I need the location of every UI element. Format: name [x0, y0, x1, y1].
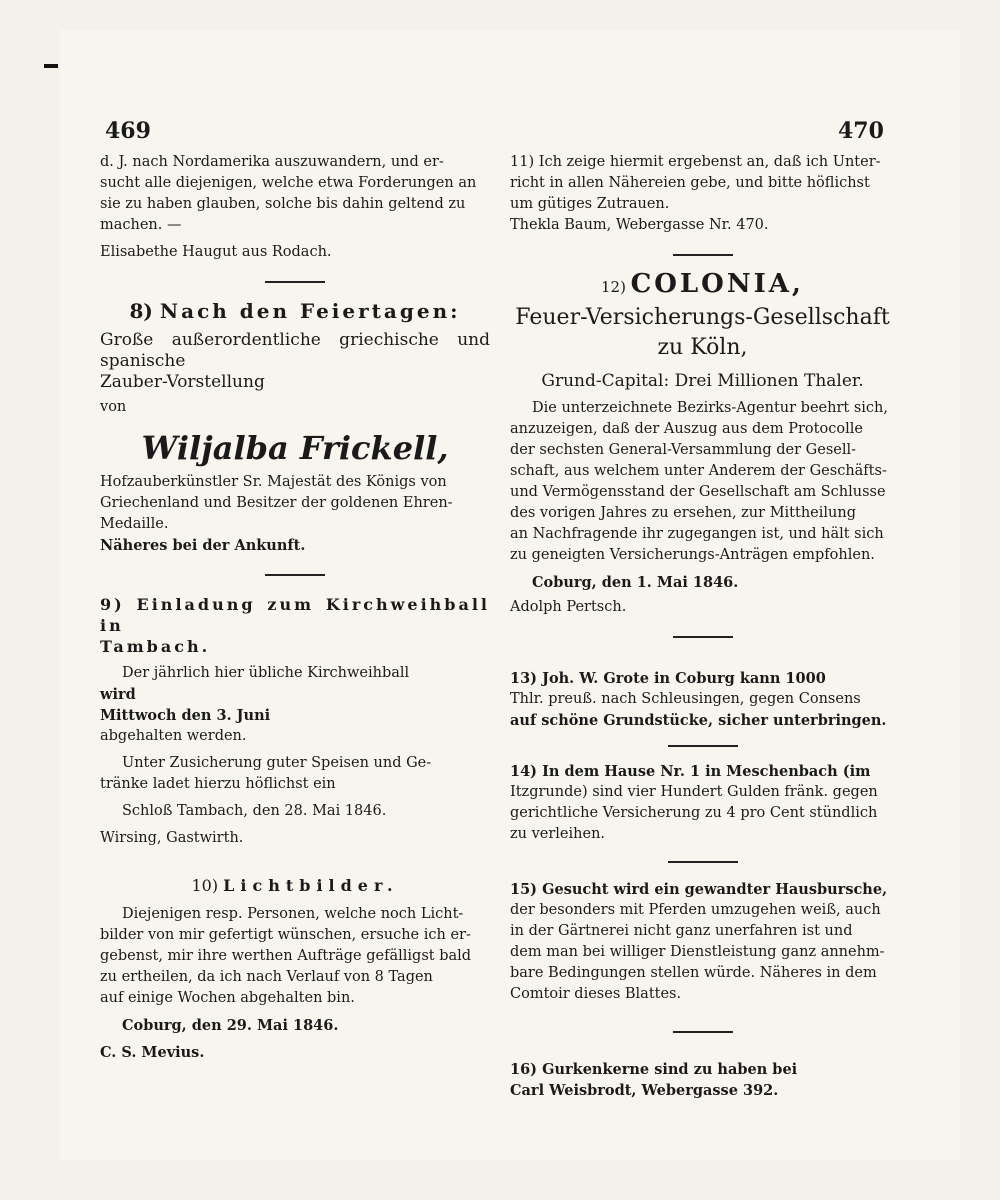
- text-line: von: [100, 399, 127, 415]
- page-number-left: 469: [105, 118, 151, 144]
- signature: Elisabethe Haugut aus Rodach.: [100, 244, 332, 260]
- text-line: auf schöne Grundstücke, sicher unterbringen.: [510, 712, 887, 729]
- right-column: [510, 152, 895, 1101]
- notice-12: [510, 269, 895, 618]
- text-line: gebenst, mir ihre werthen Aufträge gefälligst bald: [100, 948, 472, 964]
- text-line: in der Gärtnerei nicht ganz unerfahren ist und: [510, 923, 853, 939]
- notice-number: 12): [601, 278, 626, 296]
- notice-16: [510, 1059, 895, 1101]
- text-line: 13) Joh. W. Grote in Coburg kann 1000: [510, 670, 826, 687]
- text-line: d. J. nach Nordamerika auszuwandern, und er-: [100, 154, 444, 170]
- text-line: und Vermögensstand der Gesellschaft am Schlusse: [510, 484, 886, 500]
- notice-12-heading: [510, 269, 895, 299]
- notice-8-heading: [100, 301, 490, 322]
- signature: Wirsing, Gastwirth.: [100, 830, 244, 846]
- notice-number: 10): [191, 876, 219, 895]
- text-line: gerichtliche Versicherung zu 4 pro Cent stündlich: [510, 805, 878, 821]
- text-line: zu ertheilen, da ich nach Verlauf von 8 Tagen: [100, 969, 433, 985]
- scan-mark: [44, 64, 58, 68]
- notice-10: [100, 875, 490, 1063]
- text-line: sucht alle diejenigen, welche etwa Forderungen an: [100, 175, 477, 191]
- text-line: der besonders mit Pferden umzugehen weiß, auch: [510, 902, 881, 918]
- text-line: schaft, aus welchem unter Anderem der Geschäfts-: [510, 463, 887, 479]
- text-line: an Nachfragende ihr zugegangen ist, und hält sich: [510, 526, 884, 542]
- divider: [673, 636, 733, 638]
- text-line: anzuzeigen, daß der Auszug aus dem Protocolle: [510, 421, 863, 437]
- text-line: Hofzauberkünstler Sr. Majestät des Königs von: [100, 474, 447, 490]
- text-line: Große außerordentliche griechische und spanische: [100, 330, 490, 371]
- continued-notice: [100, 152, 490, 263]
- text-line: des vorigen Jahres zu ersehen, zur Mittheilung: [510, 505, 856, 521]
- signature: C. S. Mevius.: [100, 1044, 205, 1061]
- text-line: 15) Gesucht wird ein gewandter Hausbursche,: [510, 881, 888, 898]
- signature: Adolph Pertsch.: [510, 599, 627, 615]
- text-line: Mittwoch den 3. Juni: [100, 707, 271, 724]
- text-line: sie zu haben glauben, solche bis dahin geltend zu: [100, 196, 466, 212]
- place-date: Coburg, den 29. Mai 1846.: [122, 1017, 339, 1034]
- text-line: um gütiges Zutrauen.: [510, 196, 670, 212]
- text-line: 11) Ich zeige hiermit ergebenst an, daß ich Unter-: [510, 154, 881, 170]
- company-city: zu Köln,: [657, 335, 748, 360]
- text-line: Thlr. preuß. nach Schleusingen, gegen Consens: [510, 691, 861, 707]
- text-line: der sechsten General-Versammlung der Gesell-: [510, 442, 857, 458]
- notice-15: [510, 879, 895, 1005]
- text-line: zu verleihen.: [510, 826, 606, 842]
- divider: [668, 861, 738, 863]
- text-line: richt in allen Nähereien gebe, und bitte höflichst: [510, 175, 870, 191]
- divider: [265, 281, 325, 283]
- text-line: Der jährlich hier übliche Kirchweihball: [122, 665, 410, 681]
- signature: Thekla Baum, Webergasse Nr. 470.: [510, 217, 769, 233]
- notice-10-heading: [100, 875, 490, 896]
- company-capital: Grund-Capital: Drei Millionen Thaler.: [541, 371, 864, 391]
- text-line: Comtoir dieses Blattes.: [510, 986, 682, 1002]
- text-line: Die unterzeichnete Bezirks-Agentur beehrt sich,: [532, 400, 888, 416]
- text-line: machen. —: [100, 217, 182, 233]
- text-line: dem man bei williger Dienstleistung ganz annehm-: [510, 944, 885, 960]
- notice-title: Tambach.: [100, 637, 211, 656]
- notice-title: Lichtbilder.: [223, 876, 399, 895]
- place-date: Coburg, den 1. Mai 1846.: [532, 574, 739, 591]
- text-line: bilder von mir gefertigt wünschen, ersuche ich er-: [100, 927, 471, 943]
- page-number-right: 470: [838, 118, 884, 144]
- text-line: tränke ladet hierzu höflichst ein: [100, 776, 336, 792]
- text-line: 14) In dem Hause Nr. 1 in Meschenbach (im: [510, 763, 871, 780]
- company-name: COLONIA,: [630, 269, 804, 299]
- company-subtitle: Feuer-Versicherungs-Gesellschaft: [515, 305, 890, 330]
- text-line: 16) Gurkenkerne sind zu haben bei: [510, 1061, 798, 1078]
- text-line: wird: [100, 686, 136, 703]
- notice-9: [100, 594, 490, 849]
- text-line: zu geneigten Versicherungs-Anträgen empfohlen.: [510, 547, 875, 563]
- text-line: abgehalten werden.: [100, 728, 247, 744]
- notice-13: [510, 668, 895, 731]
- text-line: Diejenigen resp. Personen, welche noch Licht-: [122, 906, 464, 922]
- text-line: Griechenland und Besitzer der goldenen Ehren-: [100, 495, 453, 511]
- notice-title: Nach den Feiertagen:: [159, 299, 461, 323]
- text-line: Medaille.: [100, 516, 169, 532]
- notice-11: [510, 152, 895, 236]
- place-date: Schloß Tambach, den 28. Mai 1846.: [122, 803, 387, 819]
- divider: [673, 254, 733, 256]
- text-line: Zauber-Vorstellung: [100, 372, 265, 392]
- notice-8: [100, 301, 490, 556]
- text-line: Näheres bei der Ankunft.: [100, 537, 306, 554]
- text-line: Itzgrunde) sind vier Hundert Gulden fränk. gegen: [510, 784, 878, 800]
- divider: [673, 1031, 733, 1033]
- signature: Carl Weisbrodt, Webergasse 392.: [510, 1082, 779, 1099]
- performer-name: Wiljalba Frickell,: [141, 429, 449, 467]
- text-line: bare Bedingungen stellen würde. Näheres in dem: [510, 965, 877, 981]
- notice-14: [510, 761, 895, 845]
- divider: [265, 574, 325, 576]
- left-column: [100, 152, 490, 1063]
- notice-number: 8): [129, 299, 153, 323]
- notice-title: 9) Einladung zum Kirchweihball in: [100, 595, 490, 635]
- divider: [668, 745, 738, 747]
- text-line: auf einige Wochen abgehalten bin.: [100, 990, 355, 1006]
- text-line: Unter Zusicherung guter Speisen und Ge-: [122, 755, 432, 771]
